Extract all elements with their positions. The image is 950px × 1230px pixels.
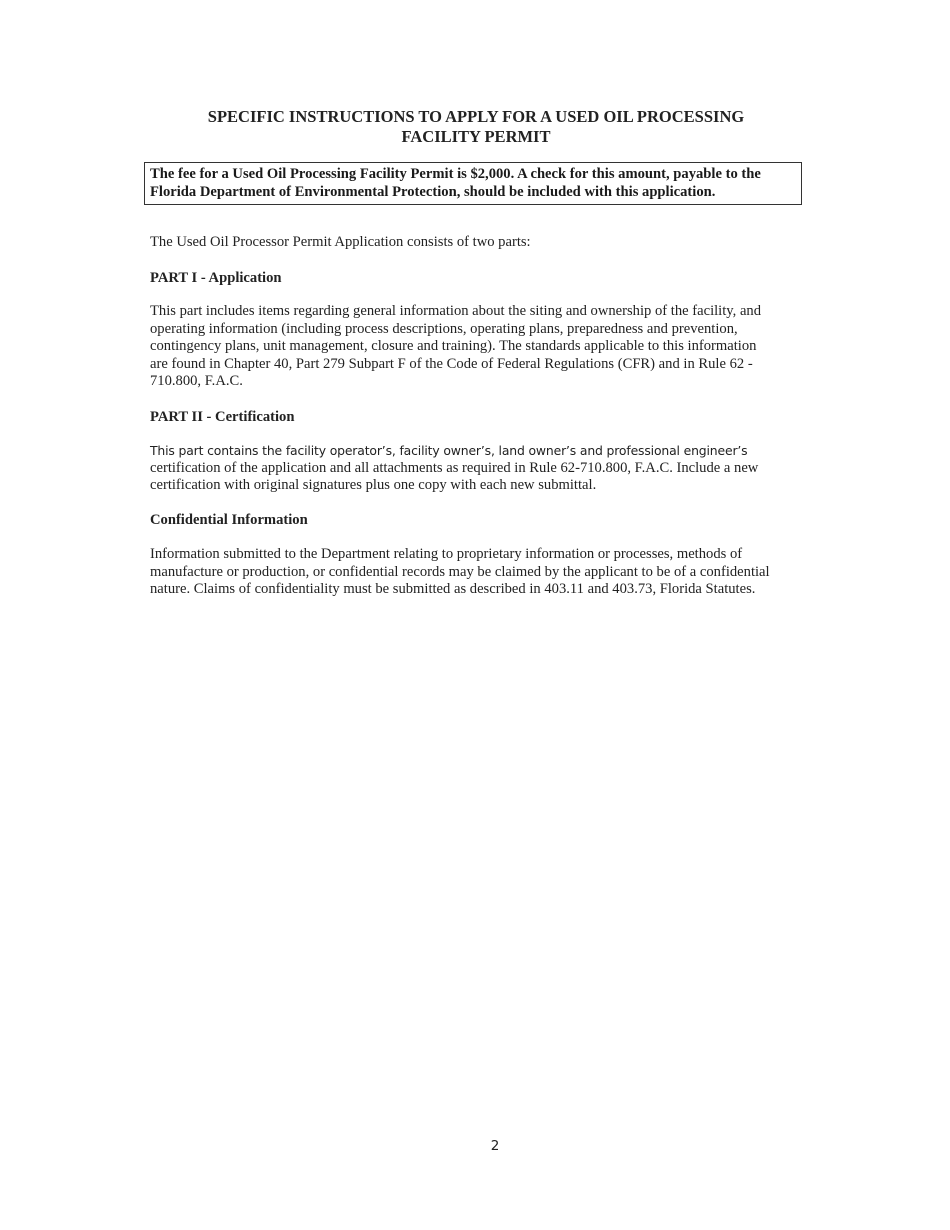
fee-notice-box xyxy=(144,162,802,205)
page-title-line-2: FACILITY PERMIT xyxy=(401,127,551,146)
page-title-line-1: SPECIFIC INSTRUCTIONS TO APPLY FOR A USED OIL PROCESSING xyxy=(207,107,745,126)
page-title xyxy=(150,107,802,147)
fee-notice-line-2: Florida Department of Environmental Protection, should be included with this application. xyxy=(150,184,716,200)
confidential-line-3: nature. Claims of confidentiality must be submitted as described in 403.11 and 403.73, Florida Statutes. xyxy=(150,581,756,597)
confidential-paragraph xyxy=(150,546,800,599)
intro-paragraph: The Used Oil Processor Permit Application consists of two parts: xyxy=(150,234,531,250)
part2-line-1: This part contains the facility operator’s, facility owner’s, land owner’s and professional engineer’s xyxy=(150,443,748,458)
part2-heading: PART II - Certification xyxy=(150,409,295,425)
fee-notice-line-1: The fee for a Used Oil Processing Facility Permit is $2,000. A check for this amount, payable to the xyxy=(150,166,761,182)
part1-line-2: operating information (including process descriptions, operating plans, preparedness and prevention, xyxy=(150,320,738,337)
part1-line-5: 710.800, F.A.C. xyxy=(150,373,243,389)
confidential-line-1: Information submitted to the Department relating to proprietary information or processes, methods of xyxy=(150,546,743,562)
part2-line-3: certification with original signatures plus one copy with each new submittal. xyxy=(150,477,597,493)
part1-line-4: are found in Chapter 40, Part 279 Subpart F of the Code of Federal Regulations (CFR) and in Rule 62 - xyxy=(150,355,753,372)
part2-paragraph xyxy=(150,442,800,495)
part1-line-1: This part includes items regarding general information about the siting and ownership of the facility, and xyxy=(150,303,762,319)
page-number: 2 xyxy=(490,1138,500,1154)
confidential-heading: Confidential Information xyxy=(150,512,308,528)
part2-line-2: certification of the application and all attachments as required in Rule 62-710.800, F.A.C. Include a new xyxy=(150,459,759,476)
part1-line-3: contingency plans, unit management, closure and training). The standards applicable to this information xyxy=(150,338,757,354)
confidential-line-2: manufacture or production, or confidential records may be claimed by the applicant to be of a confidential xyxy=(150,563,770,580)
part1-heading: PART I - Application xyxy=(150,270,282,286)
part1-paragraph xyxy=(150,303,800,391)
